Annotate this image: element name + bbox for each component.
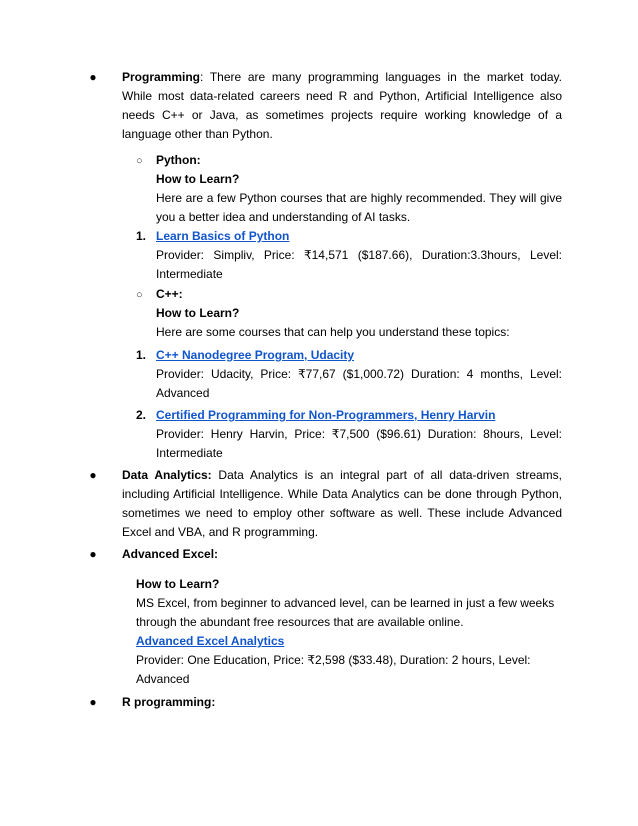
- python-text: Here are a few Python courses that are highly recommended. They will give you a better idea and understanding of AI tasks.: [156, 191, 562, 224]
- cpp-course-2-number: 2.: [136, 408, 147, 422]
- python-heading: Python:: [156, 153, 201, 167]
- cpp-course-1-number: 1.: [136, 348, 147, 362]
- learn-basics-of-python-link[interactable]: Learn Basics of Python: [156, 229, 290, 243]
- data-analytics-text: Data Analytics is an integral part of all data-driven streams, including Artificial Intelligence. While Data Analytics can be done through Python, sometimes we need to employ other software as well. These include Advanced Excel and VBA, and R programming.: [122, 468, 562, 539]
- excel-course-line-2: Advanced: [136, 672, 190, 686]
- excel-text-line-2: through the abundant free resources that are available online.: [136, 615, 464, 629]
- r-programming-heading: R programming:: [122, 695, 216, 709]
- cpp-text: Here are some courses that can help you understand these topics:: [156, 325, 510, 339]
- certified-programming-link[interactable]: Certified Programming for Non-Programmers, Henry Harvin: [156, 408, 496, 422]
- advanced-excel-heading-row: [122, 545, 562, 564]
- python-course-1-number: 1.: [136, 229, 147, 243]
- r-programming-heading-row: [122, 693, 562, 712]
- excel-course-line-1: Provider: One Education, Price: ₹2,598 ($33.48), Duration: 2 hours, Level:: [136, 653, 531, 667]
- excel-course: [136, 632, 562, 689]
- cpp-nanodegree-link[interactable]: C++ Nanodegree Program, Udacity: [156, 348, 355, 362]
- python-course-1-details: Provider: Simpliv, Price: ₹14,571 ($187.66), Duration:3.3hours, Level: Intermediate: [156, 248, 562, 281]
- cpp-section: [156, 285, 562, 342]
- cpp-course-2: [156, 406, 562, 463]
- python-course-1: [156, 227, 562, 284]
- bullet-circle: ○: [136, 155, 143, 167]
- programming-heading: Programming: [122, 70, 201, 84]
- excel-text-line-1: MS Excel, from beginner to advanced level, can be learned in just a few weeks: [136, 596, 555, 610]
- data-analytics-paragraph: [122, 466, 562, 542]
- bullet-circle: ○: [136, 289, 143, 301]
- programming-text: : There are many programming languages in the market today. While most data-related careers need R and Python, Artificial Intelligence also needs C++ or Java, as sometimes projects require working knowledge of a language other than Python.: [122, 70, 562, 141]
- cpp-course-1: [156, 346, 562, 403]
- cpp-heading: C++:: [156, 287, 183, 301]
- excel-how-to-learn: How to Learn?: [136, 577, 220, 591]
- programming-paragraph: [122, 68, 562, 144]
- python-how-to-learn: How to Learn?: [156, 172, 240, 186]
- python-section: [156, 151, 562, 227]
- cpp-course-1-details: Provider: Udacity, Price: ₹77,67 ($1,000.72) Duration: 4 months, Level: Advanced: [156, 367, 562, 400]
- data-analytics-heading: Data Analytics:: [122, 468, 212, 482]
- cpp-course-2-details: Provider: Henry Harvin, Price: ₹7,500 ($96.61) Duration: 8hours, Level: Intermediate: [156, 427, 562, 460]
- bullet-dot: ●: [89, 70, 97, 84]
- advanced-excel-heading: Advanced Excel:: [122, 547, 219, 561]
- advanced-excel-analytics-link[interactable]: Advanced Excel Analytics: [136, 634, 285, 648]
- bullet-dot: ●: [89, 547, 97, 561]
- bullet-dot: ●: [89, 468, 97, 482]
- advanced-excel-body: [136, 575, 562, 632]
- bullet-dot: ●: [89, 695, 97, 709]
- cpp-how-to-learn: How to Learn?: [156, 306, 240, 320]
